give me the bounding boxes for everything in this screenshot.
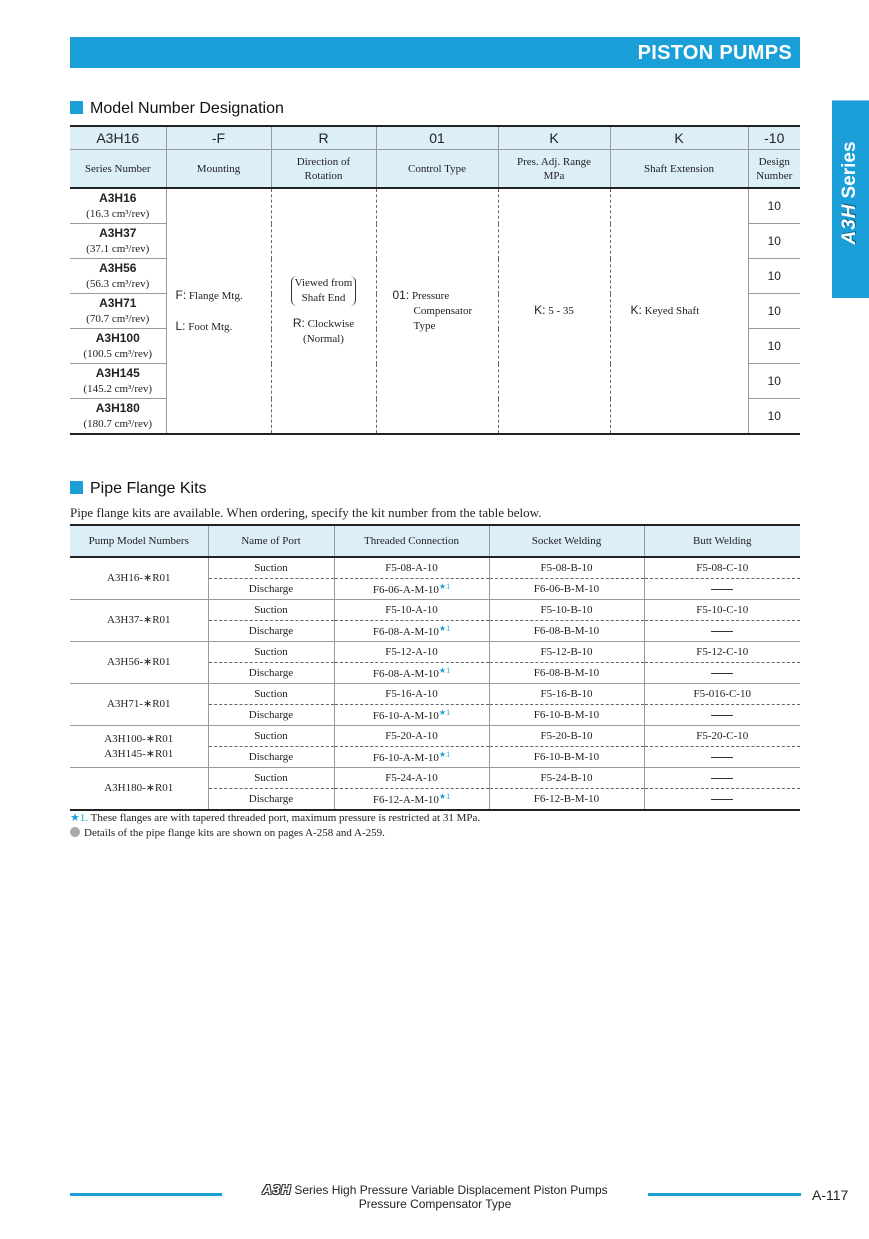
footnote-star-icon: ★1 [438,582,451,591]
butt-cell [644,747,800,768]
design-number-cell: 10 [748,329,800,364]
code-mounting: -F [166,126,271,150]
series-cell: A3H16 (16.3 cm³/rev) [70,188,166,224]
butt-cell [644,579,800,600]
threaded-cell: $F6-10-A-M-10^{★1}$ [334,747,489,768]
butt-cell: F5-016-C-10 [644,684,800,705]
code-design: -10 [748,126,800,150]
control-options: 01: Pressure Compensator Type [376,188,498,434]
threaded-cell: F5-16-A-10 [334,684,489,705]
butt-cell [644,621,800,642]
not-available-dash [711,778,733,779]
model-designation-table [70,125,800,435]
col-pump-model: Pump Model Numbers [70,525,208,557]
threaded-cell: F5-24-A-10 [334,768,489,789]
flange-intro-text: Pipe flange kits are available. When ordering, specify the kit number from the table below. [70,505,542,520]
threaded-cell: $F6-12-A-M-10^{★1}$ [334,789,489,811]
threaded-cell: F5-20-A-10 [334,726,489,747]
series-cell: A3H37 (37.1 cm³/rev) [70,224,166,259]
header-title-bar: PISTON PUMPS [70,37,800,68]
pump-model-cell: A3H180-∗R01 [70,768,208,811]
pump-model-cell: A3H37-∗R01 [70,600,208,642]
socket-cell: F6-08-B-M-10 [489,663,644,684]
port-name-cell: Discharge [208,747,334,768]
pump-model-cell: A3H71-∗R01 [70,684,208,726]
port-name-cell: Suction [208,726,334,747]
not-available-dash [711,631,733,632]
col-butt: Butt Welding [644,525,800,557]
pump-model-cell: A3H56-∗R01 [70,642,208,684]
header-pressure-range: Pres. Adj. Range MPa [498,150,610,189]
series-side-tab [832,100,869,298]
col-threaded: Threaded Connection [334,525,489,557]
series-cell: A3H145 (145.2 cm³/rev) [70,364,166,399]
footer-rule-right [648,1193,801,1196]
series-cell: A3H56 (56.3 cm³/rev) [70,259,166,294]
footnote-star-icon: ★1 [438,708,451,717]
code-series: A3H16 [70,126,166,150]
code-control: 01 [376,126,498,150]
series-cell: A3H180 (180.7 cm³/rev) [70,399,166,435]
header-control-type: Control Type [376,150,498,189]
footer-logo: A3H [262,1182,292,1197]
col-socket: Socket Welding [489,525,644,557]
socket-cell: F6-12-B-M-10 [489,789,644,811]
threaded-cell: $F6-08-A-M-10^{★1}$ [334,621,489,642]
footnote-star-icon: ★1 [438,666,451,675]
threaded-cell: F5-12-A-10 [334,642,489,663]
footnote-star-icon: ★1 [438,792,451,801]
port-name-cell: Suction [208,600,334,621]
code-rotation: R [271,126,376,150]
socket-cell: F6-10-B-M-10 [489,747,644,768]
section-bullet-icon [70,481,83,494]
butt-cell [644,705,800,726]
design-number-cell: 10 [748,188,800,224]
port-name-cell: Discharge [208,789,334,811]
port-name-cell: Discharge [208,705,334,726]
not-available-dash [711,799,733,800]
socket-cell: F5-10-B-10 [489,600,644,621]
footnote-star-icon: ★1 [438,624,451,633]
header-shaft-extension: Shaft Extension [610,150,748,189]
section-title-flange: Pipe Flange Kits [70,480,207,498]
footnote-1: ★1. These flanges are with tapered threaded port, maximum pressure is restricted at 31 MPa. [70,812,481,824]
socket-cell: F5-08-B-10 [489,557,644,579]
design-number-cell: 10 [748,399,800,435]
bullet-dot-icon [70,827,80,837]
butt-cell [644,768,800,789]
port-name-cell: Discharge [208,579,334,600]
header-mounting: Mounting [166,150,271,189]
butt-cell [644,663,800,684]
shaft-options: K: Keyed Shaft [610,188,748,434]
port-name-cell: Suction [208,768,334,789]
footnote-2: Details of the pipe flange kits are shown on pages A-258 and A-259. [70,827,385,839]
section-bullet-icon [70,101,83,114]
design-number-cell: 10 [748,294,800,329]
port-name-cell: Suction [208,557,334,579]
pump-model-cell: A3H16-∗R01 [70,557,208,600]
socket-cell: F6-06-B-M-10 [489,579,644,600]
not-available-dash [711,589,733,590]
socket-cell: F5-12-B-10 [489,642,644,663]
footnote-star-icon: ★1 [438,750,451,759]
butt-cell: F5-10-C-10 [644,600,800,621]
code-shaft: K [610,126,748,150]
series-cell: A3H100 (100.5 cm³/rev) [70,329,166,364]
port-name-cell: Suction [208,684,334,705]
pump-model-cell: A3H100-∗R01 A3H145-∗R01 [70,726,208,768]
footer-rule-left [70,1193,222,1196]
socket-cell: F6-10-B-M-10 [489,705,644,726]
butt-cell: F5-08-C-10 [644,557,800,579]
butt-cell: F5-20-C-10 [644,726,800,747]
header-series-number: Series Number [70,150,166,189]
threaded-cell: $F6-08-A-M-10^{★1}$ [334,663,489,684]
pipe-flange-table [70,524,800,811]
not-available-dash [711,715,733,716]
footer-caption: A3H Series High Pressure Variable Displacement Piston Pumps Pressure Compensator Type [262,1182,608,1211]
threaded-cell: F5-08-A-10 [334,557,489,579]
series-label: Series [839,141,860,199]
header-rotation: Direction of Rotation [271,150,376,189]
threaded-cell: F5-10-A-10 [334,600,489,621]
port-name-cell: Discharge [208,663,334,684]
design-number-cell: 10 [748,224,800,259]
threaded-cell: $F6-10-A-M-10^{★1}$ [334,705,489,726]
socket-cell: F5-20-B-10 [489,726,644,747]
port-name-cell: Discharge [208,621,334,642]
butt-cell: F5-12-C-10 [644,642,800,663]
socket-cell: F5-24-B-10 [489,768,644,789]
header-design-number: Design Number [748,150,800,189]
series-cell: A3H71 (70.7 cm³/rev) [70,294,166,329]
port-name-cell: Suction [208,642,334,663]
col-port-name: Name of Port [208,525,334,557]
socket-cell: F6-08-B-M-10 [489,621,644,642]
series-logo: A3H [839,203,860,245]
page-number: A-117 [812,1187,849,1203]
butt-cell [644,789,800,811]
not-available-dash [711,673,733,674]
socket-cell: F5-16-B-10 [489,684,644,705]
code-pressure: K [498,126,610,150]
design-number-cell: 10 [748,364,800,399]
rotation-options: Viewed from Shaft End R: Clockwise (Normal) [271,188,376,434]
not-available-dash [711,757,733,758]
design-number-cell: 10 [748,259,800,294]
section-title-model: Model Number Designation [70,100,284,118]
pressure-options: K: 5 - 35 [498,188,610,434]
threaded-cell: $F6-06-A-M-10^{★1}$ [334,579,489,600]
mounting-options: F: Flange Mtg. L: Foot Mtg. [166,188,271,434]
